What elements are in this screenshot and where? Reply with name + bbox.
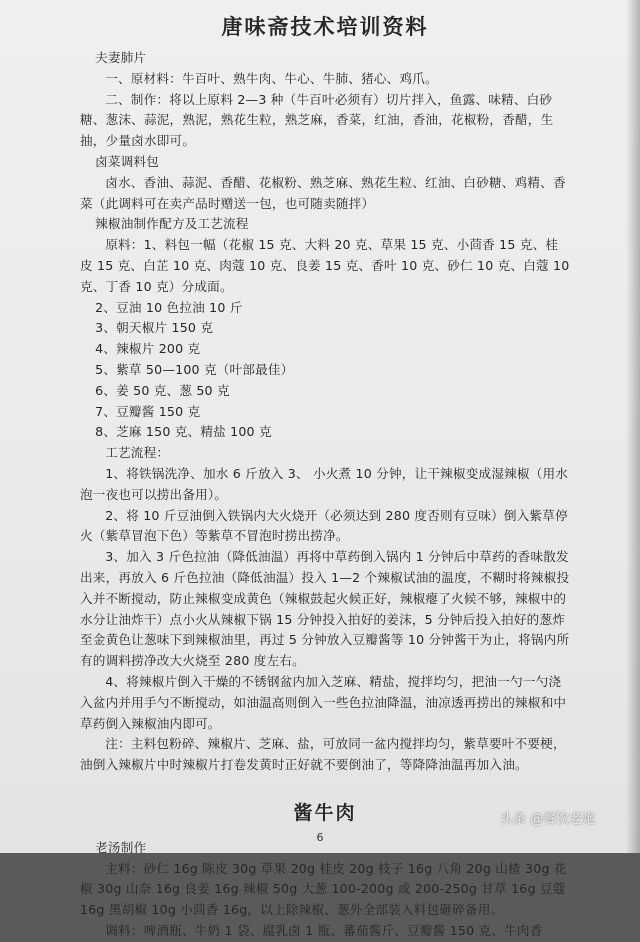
process-step-3: 3、加入 3 斤色拉油（降低油温）再将中草药倒入锅内 1 分钟后中草药的香味散发出来，再放入 6 斤色拉油（降低油温）投入 1—2 个辣椒试油的温度，不糊时将辣椒投入并不断搅动，防止辣椒变成黄色（辣椒鼓起火候正好，辣椒瘪了火候不够，辣椒中的水分让油炸干）点小火从辣椒下锅 15 分钟投入拍好的姜沫，5 分钟后投入拍好的葱炸至金黄色让葱味下到辣椒油里，再过 5 分钟放入豆瓣酱等 10 分钟酱干为止，将锅内所有的调料捞净改大火烧至 280 度左右。 <box>80 549 570 669</box>
watermark <box>500 808 595 827</box>
process-step-1: 1、将铁锅洗净、加水 6 斤放入 3、 小火煮 10 分钟，让干辣椒变成湿辣椒（用水泡一夜也可以捞出备用）。 <box>80 465 569 502</box>
ingredient-item-6: 6、姜 50 克、葱 50 克 <box>95 382 230 398</box>
ingredient-item-4: 4、辣椒片 200 克 <box>95 341 201 357</box>
ingredient-item-5: 5、紫草 50—100 克（叶部最佳） <box>95 361 294 377</box>
section-heading-fuqi-feipian: 夫妻肺片 <box>95 50 147 65</box>
process-heading: 工艺流程： <box>105 445 170 461</box>
document-body <box>80 12 570 942</box>
page-edge-shadow <box>626 0 640 853</box>
page-number: 6 <box>316 831 324 844</box>
paragraph-seasoning-contents: 卤水、香油、蒜泥、香醋、花椒粉、熟芝麻、熟花生粒、红油、白砂糖、鸡精、香菜（此调料可在卖产品时赠送一包，也可随卖随拌） <box>80 174 566 211</box>
paragraph-preparation: 二、制作：将以上原料 2—3 种（牛百叶必须有）切片拌入，鱼露、味精、白砂糖、葱沫、蒜泥，熟泥，熟花生粒，熟芝麻，香菜，红油，香油，花椒粉，香醋，生抽，少量卤水即可。 <box>80 91 554 149</box>
subsection-heading-laotang: 老汤制作 <box>95 839 147 855</box>
paragraph-ingredients-1: 原料：1、料包一幅（花椒 15 克、大料 20 克、草果 15 克、小茴香 15 克、桂皮 15 克、白芷 10 克、肉蔻 10 克、良姜 15 克、香叶 10 克、砂仁 10 克、白蔻 10 克、丁香 10 克）分成面。 <box>80 237 570 294</box>
paragraph-seasonings: 调料：啤酒瓶、牛奶 1 袋、腐乳卤 1 瓶、蕃茄酱斤、豆瓣酱 150 克、牛肉香 <box>105 923 543 939</box>
ingredient-item-7: 7、豆瓣酱 150 克 <box>95 403 201 419</box>
document-title: 唐味斋技术培训资料 <box>221 15 429 39</box>
section-title-jiang-niurou: 酱牛肉 <box>293 801 357 824</box>
watermark-text: 头条 @餐饮老炮 <box>500 812 596 827</box>
section-heading-lucai-seasoning: 卤菜调料包 <box>95 153 160 169</box>
ingredient-item-8: 8、芝麻 150 克、精盐 100 克 <box>95 424 272 440</box>
section-heading-chili-oil: 辣椒油制作配方及工艺流程 <box>95 216 249 232</box>
paragraph-raw-materials: 一、原材料：牛百叶、熟牛肉、牛心、牛肺、猪心、鸡爪。 <box>105 70 438 86</box>
process-step-4: 4、将辣椒片倒入干燥的不锈钢盆内加入芝麻、精盐，搅拌均匀，把油一勺一勺浇入盆内并用手勺不断搅动，如油温高则倒入一些色拉油降温，油凉透再捞出的辣椒和中草药倒入辣椒油内即可。 <box>80 673 567 731</box>
process-step-2: 2、将 10 斤豆油倒入铁锅内大火烧开（必须达到 280 度否则有豆味）倒入紫草停火（紫草冒泡下色）等紫草不冒泡时捞出捞净。 <box>80 507 568 544</box>
ingredient-item-2: 2、豆油 10 色拉油 10 斤 <box>95 299 243 315</box>
process-note: 注：主料包粉碎、辣椒片、芝麻、盐，可放同一盆内搅拌均匀，紫草要叶不要梗，油倒入辣椒片中时辣椒片打卷发黄时正好就不要倒油了，等降降油温再加入油。 <box>80 736 566 773</box>
ingredient-item-3: 3、朝天椒片 150 克 <box>95 320 214 336</box>
paragraph-main-ingredients: 主料：砂仁 16g 陈皮 30g 草果 20g 桂皮 20g 枝子 16g 八角 20g 山楂 30g 花椒 30g 山奈 16g 良姜 16g 辣椒 50g 大葱 100-200g 或 200-250g 甘草 16g 豆蔻 16g 黑胡椒 10g 小茴香 16g，以上除辣椒、葱外全部装入料包砸碎备用。 <box>80 860 567 918</box>
